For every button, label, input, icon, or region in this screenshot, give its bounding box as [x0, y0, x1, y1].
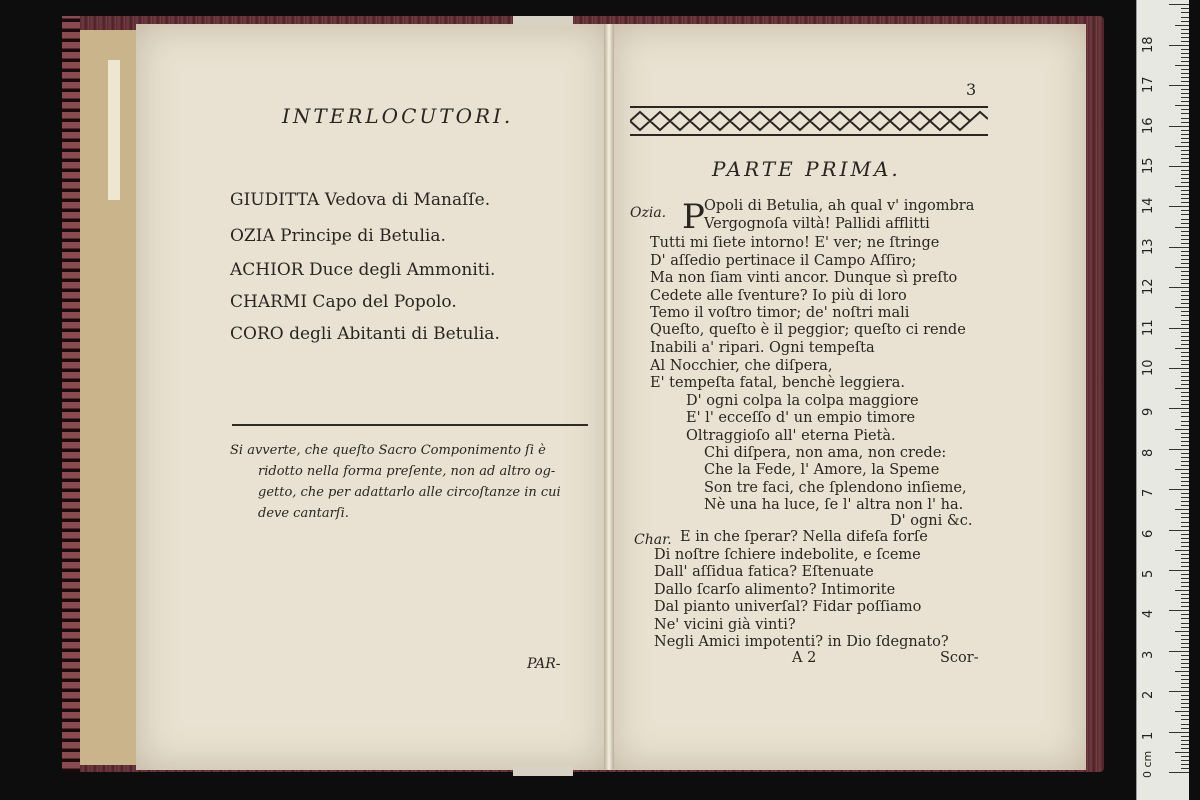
- ruler-tick: [1169, 489, 1189, 490]
- ruler-tick: [1175, 429, 1189, 430]
- verse-line: Son tre faci, che ſplendono inſieme,: [704, 480, 967, 496]
- ruler-tick: [1181, 707, 1189, 708]
- verse-line: Che la Fede, l' Amore, la Speme: [704, 462, 940, 478]
- ruler-tick: [1181, 736, 1189, 737]
- ruler-tick: [1175, 752, 1189, 753]
- ruler-tick: [1181, 130, 1189, 131]
- ruler-tick: [1181, 461, 1189, 462]
- verse-line: Ne' vicini già vinti?: [654, 617, 796, 633]
- ruler-number: 10: [1141, 359, 1156, 376]
- ruler-tick: [1181, 89, 1189, 90]
- verse-line: E' tempeſta fatal, benchè leggiera.: [650, 375, 906, 391]
- ruler-tick: [1181, 554, 1189, 555]
- ruler-tick: [1181, 582, 1189, 583]
- ruler-tick: [1181, 635, 1189, 636]
- ruler-tick: [1181, 291, 1189, 292]
- ruler-number: 5: [1141, 569, 1156, 578]
- ruler-tick: [1181, 627, 1189, 628]
- ruler-tick: [1169, 45, 1189, 46]
- ruler-tick: [1169, 206, 1189, 207]
- ruler-tick: [1181, 279, 1189, 280]
- ruler-tick: [1169, 4, 1189, 5]
- verse-line: E in che ſperar? Nella difeſa forſe: [680, 529, 928, 545]
- ruler-tick: [1181, 380, 1189, 381]
- ruler-tick: [1181, 558, 1189, 559]
- ruler-tick: [1181, 37, 1189, 38]
- ruler-tick: [1175, 227, 1189, 228]
- verse-line: Di noſtre ſchiere indebolite, e ſceme: [654, 547, 921, 563]
- part-title: PARTE PRIMA.: [712, 157, 901, 181]
- verse-line: E' l' ecceſſo d' un empio timore: [686, 410, 916, 426]
- ruler-tick: [1181, 728, 1189, 729]
- ruler-tick: [1169, 449, 1189, 450]
- ruler-tick: [1181, 198, 1189, 199]
- performance-note: [230, 440, 590, 524]
- ruler-tick: [1181, 522, 1189, 523]
- ruler-tick: [1181, 433, 1189, 434]
- ruler-tick: [1181, 618, 1189, 619]
- character-line: ACHIOR Duce degli Ammoniti.: [230, 260, 496, 280]
- ruler-tick: [1181, 12, 1189, 13]
- ruler-tick: [1181, 574, 1189, 575]
- ruler-tick: [1181, 647, 1189, 648]
- ruler-tick: [1181, 493, 1189, 494]
- verse-line: Dallo ſcarſo alimento? Intimorite: [654, 582, 896, 598]
- ruler-tick: [1181, 372, 1189, 373]
- ruler-tick: [1181, 182, 1189, 183]
- verse-line: Cedete alle ſventure? Io più di loro: [650, 288, 907, 304]
- ruler-tick: [1181, 122, 1189, 123]
- ruler-tick: [1181, 113, 1189, 114]
- ruler-tick: [1181, 562, 1189, 563]
- ruler-number: 11: [1141, 319, 1156, 336]
- ruler-tick: [1181, 223, 1189, 224]
- verse-line: Temo il voſtro timor; de' noſtri mali: [650, 305, 910, 321]
- ruler-tick: [1175, 550, 1189, 551]
- ruler-tick: [1181, 396, 1189, 397]
- ruler-number: 12: [1141, 278, 1156, 296]
- ruler-tick: [1181, 667, 1189, 668]
- ruler-tick: [1175, 146, 1189, 147]
- ruler-tick: [1181, 392, 1189, 393]
- ruler-tick: [1175, 631, 1189, 632]
- ruler-tick: [1181, 275, 1189, 276]
- ruler-tick: [1181, 239, 1189, 240]
- ruler-tick: [1181, 271, 1189, 272]
- ruler-tick: [1181, 235, 1189, 236]
- ruler-tick: [1169, 85, 1189, 86]
- book-cover-edge: [62, 16, 80, 772]
- verse-line: D' ogni colpa la colpa maggiore: [686, 393, 919, 409]
- ruler-tick: [1181, 437, 1189, 438]
- ruler-number: 8: [1141, 448, 1156, 457]
- ruler-tick: [1181, 719, 1189, 720]
- ruler-tick: [1181, 497, 1189, 498]
- ruler-tick: [1175, 307, 1189, 308]
- verse-line: Oltraggioſo all' eterna Pietà.: [686, 428, 896, 444]
- ruler-number: 13: [1141, 238, 1156, 255]
- verse-line: Dal pianto univerſal? Fidar poſſiamo: [654, 599, 922, 615]
- ruler-tick: [1181, 57, 1189, 58]
- ruler-tick: [1181, 679, 1189, 680]
- ruler-tick: [1181, 283, 1189, 284]
- ruler-tick: [1181, 263, 1189, 264]
- ruler-tick: [1181, 324, 1189, 325]
- ruler-tick: [1181, 97, 1189, 98]
- ruler-number: 14: [1141, 197, 1156, 215]
- ruler-tick: [1181, 93, 1189, 94]
- ruler-tick: [1181, 566, 1189, 567]
- ruler-tick: [1181, 683, 1189, 684]
- ruler-tick: [1181, 49, 1189, 50]
- ruler-tick: [1181, 457, 1189, 458]
- note-line: Si avverte, che queſto Sacro Componimento ſi è: [230, 443, 546, 458]
- ruler-unit: 0 cm: [1141, 750, 1154, 778]
- verse-line: Nè una ha luce, ſe l' altra non l' ha.: [704, 497, 964, 513]
- drop-cap: P: [682, 197, 705, 237]
- ruler-tick: [1181, 202, 1189, 203]
- book-gutter: [604, 24, 614, 770]
- ruler-tick: [1181, 586, 1189, 587]
- paper-strip: [108, 60, 120, 200]
- ruler-tick: [1181, 332, 1189, 333]
- ruler-tick: [1181, 8, 1189, 9]
- ruler-tick: [1181, 21, 1189, 22]
- ruler-tick: [1181, 687, 1189, 688]
- ruler-tick: [1181, 134, 1189, 135]
- ruler-tick: [1181, 477, 1189, 478]
- ruler-tick: [1181, 534, 1189, 535]
- ruler-tick: [1181, 194, 1189, 195]
- ruler-tick: [1181, 53, 1189, 54]
- verse-line: D' ogni &c.: [890, 513, 973, 529]
- ruler-tick: [1181, 69, 1189, 70]
- verse-line: Queſto, queſto è il peggior; queſto ci rende: [650, 322, 966, 338]
- ruler-tick: [1181, 61, 1189, 62]
- verse-line: D' aſſedio pertinace il Campo Aſſiro;: [650, 253, 917, 269]
- ruler-tick: [1169, 126, 1189, 127]
- signature-mark: A 2: [792, 650, 817, 666]
- ruler-number: 17: [1141, 76, 1156, 94]
- ruler-tick: [1181, 655, 1189, 656]
- ruler-number: 3: [1141, 650, 1156, 659]
- ruler-tick: [1181, 360, 1189, 361]
- ruler-tick: [1181, 170, 1189, 171]
- verse-line: Vergognoſa viltà! Pallidi afflitti: [704, 216, 930, 232]
- ruler-tick: [1181, 178, 1189, 179]
- ruler-tick: [1181, 41, 1189, 42]
- ruler-tick: [1181, 33, 1189, 34]
- ruler-tick: [1181, 259, 1189, 260]
- ruler-tick: [1181, 675, 1189, 676]
- ruler-tick: [1181, 17, 1189, 18]
- speaker-ozia: Ozia.: [630, 205, 667, 221]
- ruler-tick: [1169, 368, 1189, 369]
- ruler-tick: [1181, 756, 1189, 757]
- ruler-tick: [1175, 469, 1189, 470]
- ruler-tick: [1181, 299, 1189, 300]
- ruler-tick: [1181, 481, 1189, 482]
- right-catchword: Scor-: [940, 650, 979, 666]
- ruler-tick: [1181, 542, 1189, 543]
- note-line: deve cantarſi.: [258, 506, 349, 521]
- ruler-tick: [1169, 570, 1189, 571]
- divider-rule: [232, 424, 588, 426]
- ruler-tick: [1169, 530, 1189, 531]
- ruler-number: 1: [1141, 731, 1156, 740]
- ruler-tick: [1181, 190, 1189, 191]
- ruler-tick: [1169, 691, 1189, 692]
- ruler-tick: [1181, 441, 1189, 442]
- ruler-tick: [1181, 465, 1189, 466]
- ruler-tick: [1181, 715, 1189, 716]
- ruler-tick: [1181, 81, 1189, 82]
- ruler-tick: [1181, 445, 1189, 446]
- ruler-tick: [1181, 255, 1189, 256]
- character-line: CHARMI Capo del Popolo.: [230, 292, 457, 312]
- ruler-tick: [1181, 663, 1189, 664]
- ruler-tick: [1181, 150, 1189, 151]
- ruler-tick: [1181, 376, 1189, 377]
- binding-tape-top: [513, 16, 573, 26]
- ruler-tick: [1181, 356, 1189, 357]
- ruler-tick: [1181, 344, 1189, 345]
- ruler-tick: [1181, 748, 1189, 749]
- ruler-tick: [1169, 610, 1189, 611]
- character-line: OZIA Principe di Betulia.: [230, 226, 446, 246]
- ruler-tick: [1175, 590, 1189, 591]
- ruler-tick: [1175, 348, 1189, 349]
- left-page-title: INTERLOCUTORI.: [282, 104, 514, 128]
- verse-line: Inabili a' ripari. Ogni tempeſta: [650, 340, 875, 356]
- ruler-tick: [1169, 772, 1189, 773]
- ruler-tick: [1181, 29, 1189, 30]
- ruler-tick: [1181, 505, 1189, 506]
- ruler-tick: [1181, 352, 1189, 353]
- ruler-tick: [1175, 267, 1189, 268]
- ruler-tick: [1181, 643, 1189, 644]
- ruler-tick: [1181, 315, 1189, 316]
- ruler-tick: [1175, 25, 1189, 26]
- ruler-tick: [1175, 65, 1189, 66]
- ruler-tick: [1181, 421, 1189, 422]
- ruler-tick: [1181, 142, 1189, 143]
- ruler-tick: [1169, 166, 1189, 167]
- verse-line: Chi diſpera, non ama, non crede:: [704, 445, 947, 461]
- ruler-tick: [1181, 384, 1189, 385]
- ruler-tick: [1181, 744, 1189, 745]
- ruler-tick: [1169, 328, 1189, 329]
- ruler-tick: [1181, 623, 1189, 624]
- verse-line: Dall' aſſidua fatica? Eſtenuate: [654, 564, 874, 580]
- ruler-tick: [1169, 408, 1189, 409]
- note-line: getto, che per adattarlo alle circoſtanze in cui: [258, 485, 561, 500]
- ruler-tick: [1181, 659, 1189, 660]
- verse-line: Tutti mi ſiete intorno! E' ver; ne ſtringe: [650, 235, 940, 251]
- ruler-tick: [1181, 158, 1189, 159]
- note-line: ridotto nella forma preſente, non ad altro og-: [258, 464, 556, 479]
- ruler-tick: [1169, 651, 1189, 652]
- ruler-tick: [1181, 764, 1189, 765]
- ruler-tick: [1181, 614, 1189, 615]
- ruler-tick: [1181, 453, 1189, 454]
- ruler-tick: [1181, 251, 1189, 252]
- ruler-tick: [1181, 303, 1189, 304]
- ruler-tick: [1169, 732, 1189, 733]
- ornament-band-icon: [630, 104, 988, 138]
- ruler-tick: [1181, 416, 1189, 417]
- ruler-number: 6: [1141, 529, 1156, 538]
- ruler-number: 16: [1141, 117, 1156, 134]
- ruler-tick: [1181, 526, 1189, 527]
- ruler-tick: [1181, 219, 1189, 220]
- ruler-tick: [1181, 210, 1189, 211]
- ruler-tick: [1181, 513, 1189, 514]
- measuring-ruler: [1136, 0, 1189, 800]
- ruler-tick: [1181, 311, 1189, 312]
- character-line: GIUDITTA Vedova di Manaſſe.: [230, 190, 491, 210]
- ruler-tick: [1181, 77, 1189, 78]
- ruler-tick: [1181, 724, 1189, 725]
- ruler-number: 7: [1141, 488, 1156, 498]
- ruler-tick: [1181, 364, 1189, 365]
- ruler-tick: [1181, 214, 1189, 215]
- ruler-tick: [1181, 101, 1189, 102]
- ruler-tick: [1175, 186, 1189, 187]
- ruler-tick: [1181, 639, 1189, 640]
- ruler-tick: [1181, 73, 1189, 74]
- ruler-tick: [1181, 231, 1189, 232]
- ruler-tick: [1175, 388, 1189, 389]
- ruler-tick: [1181, 598, 1189, 599]
- ruler-tick: [1181, 243, 1189, 244]
- ruler-tick: [1181, 336, 1189, 337]
- character-line: CORO degli Abitanti di Betulia.: [230, 324, 500, 344]
- ruler-number: 2: [1141, 690, 1156, 700]
- ruler-tick: [1181, 606, 1189, 607]
- binding-tape-bottom: [513, 766, 573, 776]
- ruler-tick: [1181, 154, 1189, 155]
- ruler-tick: [1175, 711, 1189, 712]
- ruler-number: 15: [1141, 157, 1156, 174]
- verse-line: Al Nocchier, che diſpera,: [650, 358, 833, 374]
- ruler-tick: [1181, 538, 1189, 539]
- ruler-tick: [1181, 594, 1189, 595]
- ruler-tick: [1181, 695, 1189, 696]
- ruler-tick: [1169, 287, 1189, 288]
- ruler-tick: [1181, 295, 1189, 296]
- ruler-tick: [1181, 425, 1189, 426]
- ruler-tick: [1181, 340, 1189, 341]
- ruler-tick: [1181, 412, 1189, 413]
- ruler-tick: [1181, 517, 1189, 518]
- ruler-tick: [1181, 109, 1189, 110]
- ruler-tick: [1181, 473, 1189, 474]
- ruler-tick: [1181, 320, 1189, 321]
- ruler-number: 4: [1141, 610, 1156, 619]
- ruler-tick: [1181, 740, 1189, 741]
- ruler-number: 18: [1141, 36, 1156, 53]
- speaker-charmi: Char.: [634, 532, 672, 548]
- ruler-tick: [1181, 501, 1189, 502]
- ruler-tick: [1175, 509, 1189, 510]
- ruler-tick: [1181, 578, 1189, 579]
- ruler-tick: [1181, 400, 1189, 401]
- ruler-number: 9: [1141, 408, 1156, 417]
- ruler-tick: [1181, 546, 1189, 547]
- ruler-tick: [1181, 174, 1189, 175]
- verse-line: Opoli di Betulia, ah qual v' ingombra: [704, 198, 975, 214]
- ruler-tick: [1175, 105, 1189, 106]
- ruler-tick: [1181, 602, 1189, 603]
- ruler-tick: [1181, 404, 1189, 405]
- verse-line: Negli Amici impotenti? in Dio ſdegnato?: [654, 634, 949, 650]
- ruler-tick: [1181, 118, 1189, 119]
- left-catchword: PAR-: [527, 656, 561, 672]
- ruler-tick: [1181, 485, 1189, 486]
- ruler-tick: [1181, 760, 1189, 761]
- page-number: 3: [966, 80, 977, 99]
- ruler-tick: [1181, 703, 1189, 704]
- ruler-tick: [1181, 768, 1189, 769]
- ruler-tick: [1181, 138, 1189, 139]
- ruler-tick: [1181, 699, 1189, 700]
- ruler-tick: [1181, 162, 1189, 163]
- verse-line: Ma non ſiam vinti ancor. Dunque sì preſto: [650, 270, 958, 286]
- ruler-tick: [1169, 247, 1189, 248]
- ruler-tick: [1175, 671, 1189, 672]
